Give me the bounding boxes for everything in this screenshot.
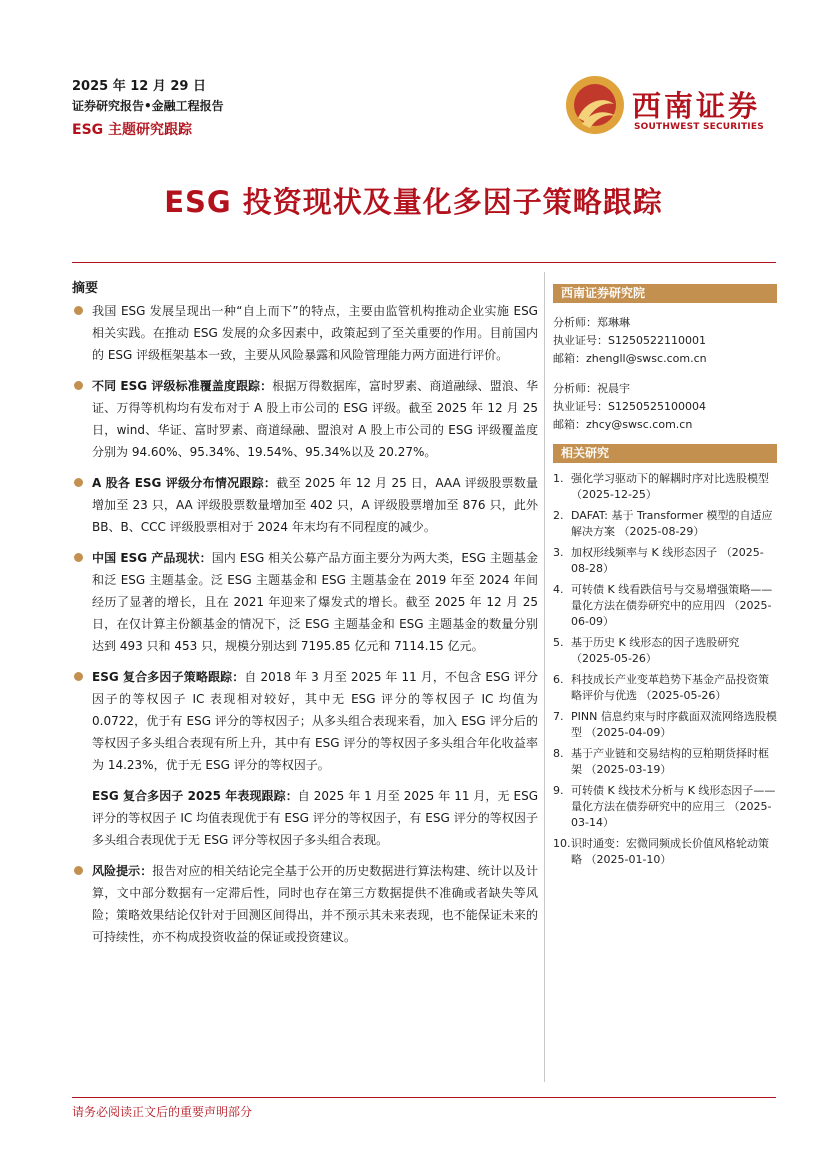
bullet-dot-icon	[74, 866, 83, 875]
analyst-name: 分析师：祝晨宇	[553, 382, 630, 395]
top-divider	[72, 262, 776, 263]
bullet-dot-icon	[74, 381, 83, 390]
bullet-label: 不同 ESG 评级标准覆盖度跟踪：	[92, 379, 273, 393]
related-item[interactable]	[553, 635, 777, 667]
related-item[interactable]	[553, 783, 777, 831]
analyst-email[interactable]: 邮箱：zhengll@swsc.com.cn	[553, 352, 707, 365]
bullet-label: ESG 复合多因子策略跟踪：	[92, 670, 245, 684]
sub-para-text: 自 2025 年 1 月至 2025 年 11 月，无 ESG 评分的等权因子 IC 均值表现优于有 ESG 评分的等权因子，有 ESG 评分的等权因子多头组合表现优于无 ESG 评分等权因子多头组合表现。	[92, 789, 538, 847]
abstract-bullet	[72, 375, 538, 463]
analyst-email[interactable]: 邮箱：zhcy@swsc.com.cn	[553, 418, 693, 431]
related-num: 3.	[553, 546, 564, 559]
bullet-dot-icon	[74, 672, 83, 681]
related-text: 加权形线频率与 K 线形态因子 （2025-08-28）	[571, 546, 764, 575]
bullet-dot-icon	[74, 478, 83, 487]
bullet-label: A 股各 ESG 评级分布情况跟踪：	[92, 476, 277, 490]
bullet-dot-icon	[74, 306, 83, 315]
abstract-bullet	[72, 666, 538, 776]
bullet-dot-icon	[74, 553, 83, 562]
related-item[interactable]	[553, 746, 777, 778]
footer-disclaimer: 请务必阅读正文后的重要声明部分	[72, 1105, 253, 1119]
related-text: DAFAT: 基于 Transformer 模型的自适应解决方案 （2025-08-29）	[571, 509, 773, 538]
related-num: 6.	[553, 673, 564, 686]
related-label: 相关研究	[553, 444, 777, 463]
report-type: 证券研究报告•金融工程报告	[72, 99, 224, 113]
related-num: 10.	[553, 837, 571, 850]
bullet-text: 截至 2025 年 12 月 25 日，AAA 评级股票数量增加至 23 只，AA 评级股票数量增加至 402 只，A 评级股票增加至 876 只，此外 BB、B、CCC 评级股票相对于 2024 年末均有不同程度的减少。	[92, 476, 539, 534]
abstract-bullet	[72, 300, 538, 366]
sidebar	[553, 284, 777, 434]
analyst-name: 分析师：郑琳琳	[553, 316, 630, 329]
related-num: 9.	[553, 784, 564, 797]
related-num: 4.	[553, 583, 564, 596]
related-num: 7.	[553, 710, 564, 723]
analyst-cert: 执业证号：S1250525100004	[553, 400, 706, 413]
bottom-divider	[72, 1097, 776, 1098]
related-num: 1.	[553, 472, 564, 485]
risk-label: 风险提示：	[92, 864, 153, 878]
related-item[interactable]	[553, 709, 777, 741]
related-text: 强化学习驱动下的解耦时序对比选股模型 （2025-12-25）	[571, 472, 769, 501]
related-item[interactable]	[553, 582, 777, 630]
related-text: 可转债 K 线技术分析与 K 线形态因子——量化方法在债券研究中的应用三 （2025-03-14）	[571, 784, 776, 829]
bullet-text: 根据万得数据库，富时罗素、商道融绿、盟浪、华证、万得等机构均有发布对于 A 股上市公司的 ESG 评级。截至 2025 年 12 月 25 日，wind、华证、富时罗素、商道绿融、盟浪对 A 股上市公司的 ESG 评级覆盖度分别为 94.60%、95.34%、19.54%、95.34%以及 20.27%。	[92, 379, 538, 459]
abstract-bullet	[72, 472, 538, 538]
report-date: 2025 年 12 月 29 日	[72, 79, 206, 94]
logo-cn-name: 西南证券	[632, 89, 761, 123]
related-num: 5.	[553, 636, 564, 649]
company-logo	[564, 72, 774, 142]
bullet-text: 我国 ESG 发展呈现出一种“自上而下”的特点，主要由监管机构推动企业实施 ESG 相关实践。在推动 ESG 发展的众多因素中，政策起到了至关重要的作用。目前国内的 ESG 评级框架基本一致，主要从风险暴露和风险管理能力两方面进行评价。	[92, 304, 538, 362]
report-series: ESG 主题研究跟踪	[72, 122, 193, 138]
analyst-info	[553, 314, 777, 434]
bullet-text: 国内 ESG 相关公募产品方面主要分为两大类，ESG 主题基金和泛 ESG 主题基金。泛 ESG 主题基金和 ESG 主题基金在 2019 年至 2024 年间经历了显著的增长，且在 2021 年迎来了爆发式的增长。截至 2025 年 12 月 25 日，在仅计算主份额基金的情况下，泛 ESG 主题基金和 ESG 主题基金的数量分别达到 493 只和 453 只，规模分别达到 7195.85 亿元和 7114.15 亿元。	[92, 551, 538, 653]
abstract-body	[72, 300, 538, 957]
page-title: ESG 投资现状及量化多因子策略跟踪	[164, 185, 663, 219]
risk-text: 报告对应的相关结论完全基于公开的历史数据进行算法构建、统计以及计算，文中部分数据有一定滞后性，同时也存在第三方数据提供不准确或者缺失等风险；策略效果结论仅针对于回测区间得出，并不预示其未来表现，也不能保证未来的可持续性，亦不构成投资收益的保证或投资建议。	[92, 864, 538, 944]
related-research	[553, 444, 777, 873]
abstract-sub-paragraph	[72, 785, 538, 851]
risk-warning	[72, 860, 538, 948]
sub-para-label: ESG 复合多因子 2025 年表现跟踪：	[92, 789, 298, 803]
abstract-bullet	[72, 547, 538, 657]
related-text: 基于产业链和交易结构的豆粕期货择时框架 （2025-03-19）	[571, 747, 769, 776]
related-text: 识时通变：宏微同频成长价值风格轮动策略 （2025-01-10）	[571, 837, 769, 866]
related-item[interactable]	[553, 836, 777, 868]
related-text: 可转债 K 线看跌信号与交易增强策略——量化方法在债券研究中的应用四 （2025-06-09）	[571, 583, 773, 628]
column-divider	[544, 272, 545, 1082]
institute-label: 西南证券研究院	[553, 284, 777, 303]
related-item[interactable]	[553, 471, 777, 503]
analyst-cert: 执业证号：S1250522110001	[553, 334, 706, 347]
related-item[interactable]	[553, 672, 777, 704]
logo-emblem-icon	[564, 74, 626, 136]
related-text: 基于历史 K 线形态的因子选股研究 （2025-05-26）	[571, 636, 740, 665]
related-num: 2.	[553, 509, 564, 522]
related-item[interactable]	[553, 545, 777, 577]
related-text: 科技成长产业变革趋势下基金产品投资策略评价与优选 （2025-05-26）	[571, 673, 769, 702]
related-num: 8.	[553, 747, 564, 760]
bullet-text: 自 2018 年 3 月至 2025 年 11 月，不包含 ESG 评分因子的等权因子 IC 表现相对较好，其中无 ESG 评分的等权因子 IC 均值为 0.0722，优于有 ESG 评分的等权因子；从多头组合表现来看，加入 ESG 评分后的等权因子多头组合表现有所上升，其中有 ESG 评分的等权因子多头组合年化收益率为 14.23%，优于无 ESG 评分的等权因子。	[92, 670, 538, 772]
related-text: PINN 信息约束与时序截面双流网络选股模型 （2025-04-09）	[571, 710, 777, 739]
related-list	[553, 471, 777, 868]
bullet-label: 中国 ESG 产品现状：	[92, 551, 212, 565]
abstract-heading: 摘要	[72, 281, 99, 296]
related-item[interactable]	[553, 508, 777, 540]
logo-en-name: SOUTHWEST SECURITIES	[634, 122, 764, 132]
